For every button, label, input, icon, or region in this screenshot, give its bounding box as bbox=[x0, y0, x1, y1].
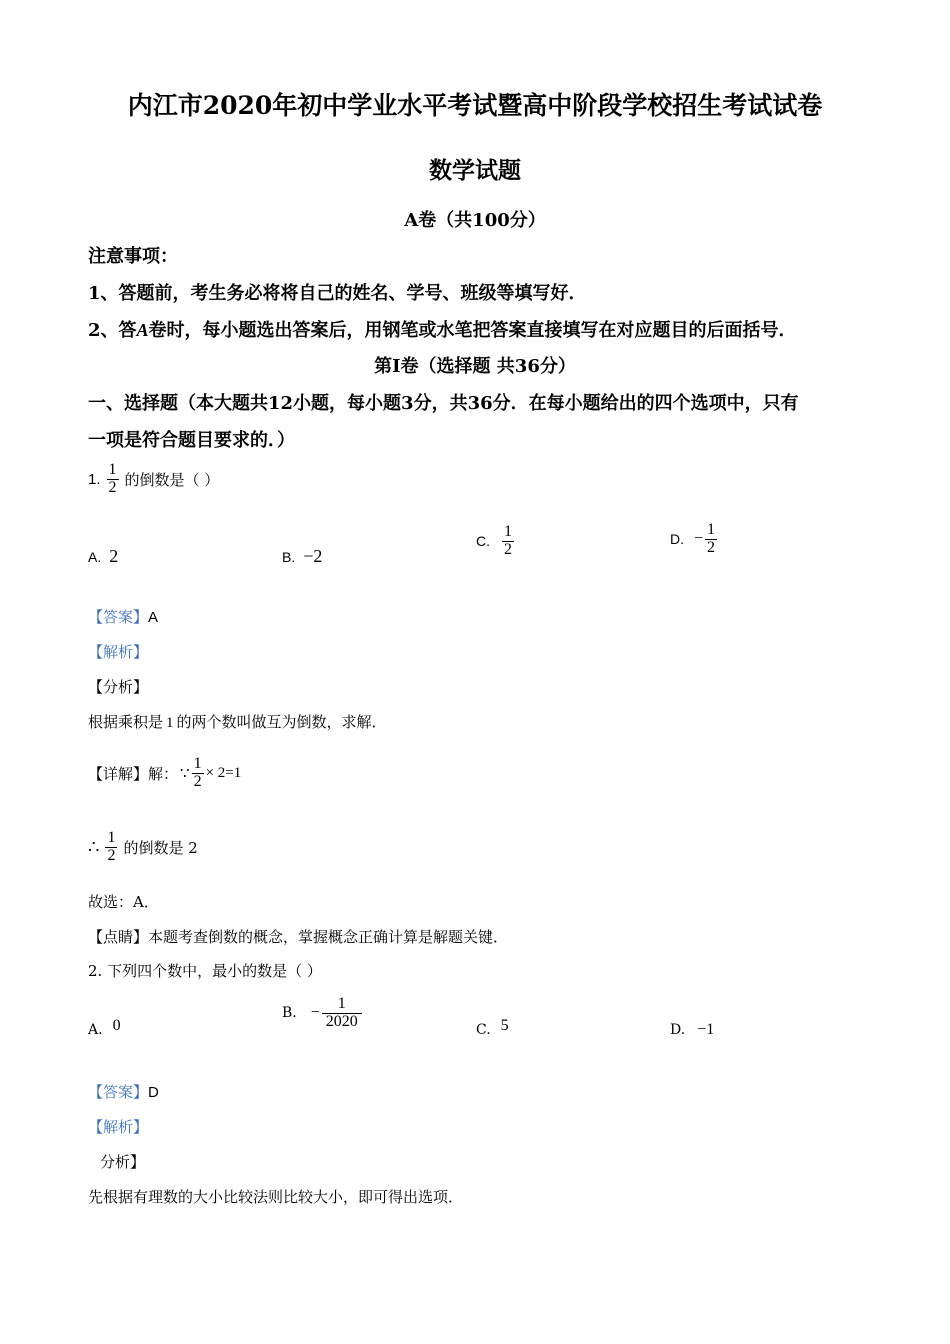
q1-detail-fraction bbox=[192, 756, 204, 791]
q1-fenxi-part-a: 根据乘积是 bbox=[88, 713, 164, 731]
notice-item-1: 1、答题前，考生务必将将自己的姓名、学号、班级等填写好． bbox=[88, 283, 587, 304]
q1-analysis-tag: 【解析】 bbox=[88, 643, 149, 661]
q1-therefore bbox=[88, 830, 198, 865]
notice-heading: 注意事项： bbox=[88, 246, 178, 267]
section-1-line-1: 一、选择题（本大题共12小题，每小题3分，共36分．在每小题给出的四个选项中，只有 bbox=[88, 393, 799, 414]
q1-stem-tail: 的倒数是（ ） bbox=[124, 470, 220, 489]
page-subtitle: 数学试题 bbox=[429, 157, 521, 184]
q2-option-b-numerator: 1 bbox=[337, 995, 346, 1012]
q1-option-b[interactable] bbox=[282, 546, 322, 567]
q1-option-d-label: D. bbox=[670, 531, 684, 548]
q1-stem bbox=[88, 462, 219, 497]
notice-item-2-part-b: 卷时，每小题选出答案后，用钢笔或水笔把答案直接填写在对应题目的后面括号． bbox=[148, 320, 797, 341]
q1-option-c-label: C. bbox=[476, 533, 490, 550]
q2-fenxi-text: 先根据有理数的大小比较法则比较大小，即可得出选项． bbox=[88, 1188, 464, 1206]
q2-option-d[interactable] bbox=[670, 1021, 714, 1039]
q2-option-b-denominator: 2020 bbox=[322, 1013, 362, 1031]
q1-option-d-fraction bbox=[705, 522, 717, 557]
q2-option-a[interactable] bbox=[88, 1017, 121, 1039]
q1-option-c-fraction bbox=[502, 524, 514, 559]
q2-option-d-value: −1 bbox=[697, 1021, 715, 1038]
q2-stem: 2. 下列四个数中，最小的数是（ ） bbox=[88, 962, 322, 980]
q1-therefore-fraction bbox=[105, 830, 117, 865]
q1-fenxi-tag: 【分析】 bbox=[88, 678, 149, 696]
q2-option-b-sign: − bbox=[310, 1004, 320, 1022]
q2-option-a-value: 0 bbox=[112, 1017, 121, 1034]
q1-therefore-numerator: 1 bbox=[107, 829, 116, 846]
q1-option-a-label: A. bbox=[88, 548, 102, 565]
q1-comment-tag: 【点睛】 bbox=[88, 928, 149, 946]
q1-therefore-tail: 的倒数是 2 bbox=[123, 838, 198, 857]
q1-option-c-denominator: 2 bbox=[504, 540, 512, 558]
section-1-line-2: 一项是符合题目要求的．） bbox=[88, 430, 295, 451]
q1-fraction bbox=[107, 462, 119, 497]
q1-option-d-denominator: 2 bbox=[707, 538, 716, 556]
q1-fraction-numerator: 1 bbox=[108, 461, 117, 478]
q1-choose: 故选：A． bbox=[88, 893, 159, 911]
q1-therefore-symbol: ∴ bbox=[88, 836, 100, 858]
q1-comment bbox=[88, 926, 508, 947]
q1-option-b-value: −2 bbox=[303, 546, 323, 566]
q2-answer-value: D bbox=[148, 1084, 159, 1101]
q1-option-a[interactable] bbox=[88, 546, 118, 567]
q1-detail-because: ∵ bbox=[180, 764, 190, 783]
q1-option-c[interactable] bbox=[476, 524, 514, 559]
q1-fenxi-part-b: 的两个数叫做互为倒数，求解． bbox=[176, 713, 387, 731]
q1-detail-denominator: 2 bbox=[193, 772, 202, 790]
q2-analysis-tag: 【解析】 bbox=[88, 1118, 149, 1136]
paper-section-label: A卷（共100分） bbox=[404, 210, 546, 231]
q2-option-c-label: C. bbox=[476, 1022, 491, 1038]
q1-detail-tail: × 2=1 bbox=[205, 764, 242, 781]
q1-detail-numerator: 1 bbox=[193, 755, 202, 772]
q2-fenxi-tag: 分析】 bbox=[100, 1153, 146, 1171]
q1-option-d[interactable] bbox=[670, 522, 717, 557]
q1-therefore-denominator: 2 bbox=[107, 846, 116, 864]
notice-item-2 bbox=[88, 316, 797, 342]
q1-option-a-value: 2 bbox=[109, 546, 119, 566]
q1-answer-value: A bbox=[148, 609, 159, 626]
q2-option-b-fraction bbox=[322, 996, 362, 1031]
q1-detail-tag: 【详解】解： bbox=[88, 764, 179, 783]
part-1-title: 第Ⅰ卷（选择题 共36分） bbox=[374, 356, 576, 377]
q2-option-d-label: D. bbox=[670, 1022, 686, 1038]
q2-option-c[interactable] bbox=[476, 1017, 509, 1039]
page-title: 内江市2020年初中学业水平考试暨高中阶段学校招生考试试卷 bbox=[127, 91, 823, 120]
q1-detail bbox=[88, 756, 241, 791]
q1-comment-text: 本题考查倒数的概念，掌握概念正确计算是解题关键． bbox=[148, 928, 509, 946]
q1-option-c-numerator: 1 bbox=[504, 523, 512, 540]
notice-item-2-variable: A bbox=[136, 320, 149, 340]
q2-option-b-label: B. bbox=[282, 1005, 297, 1022]
q2-answer bbox=[88, 1081, 159, 1102]
notice-item-2-part-a: 2、答 bbox=[88, 320, 137, 341]
q2-answer-tag: 【答案】 bbox=[88, 1084, 149, 1101]
q2-option-a-label: A. bbox=[88, 1022, 103, 1038]
q1-answer-tag: 【答案】 bbox=[88, 609, 149, 626]
q1-fraction-denominator: 2 bbox=[108, 478, 117, 496]
q1-fenxi-text bbox=[88, 711, 387, 732]
q1-fenxi-number: 1 bbox=[166, 715, 174, 731]
q1-option-b-label: B. bbox=[282, 548, 296, 565]
q2-option-c-value: 5 bbox=[500, 1017, 509, 1034]
q1-number: 1. bbox=[88, 470, 101, 488]
q2-option-b[interactable] bbox=[282, 996, 362, 1031]
q1-answer bbox=[88, 606, 158, 627]
q1-option-d-sign: − bbox=[694, 530, 704, 548]
q1-option-d-numerator: 1 bbox=[707, 521, 716, 538]
